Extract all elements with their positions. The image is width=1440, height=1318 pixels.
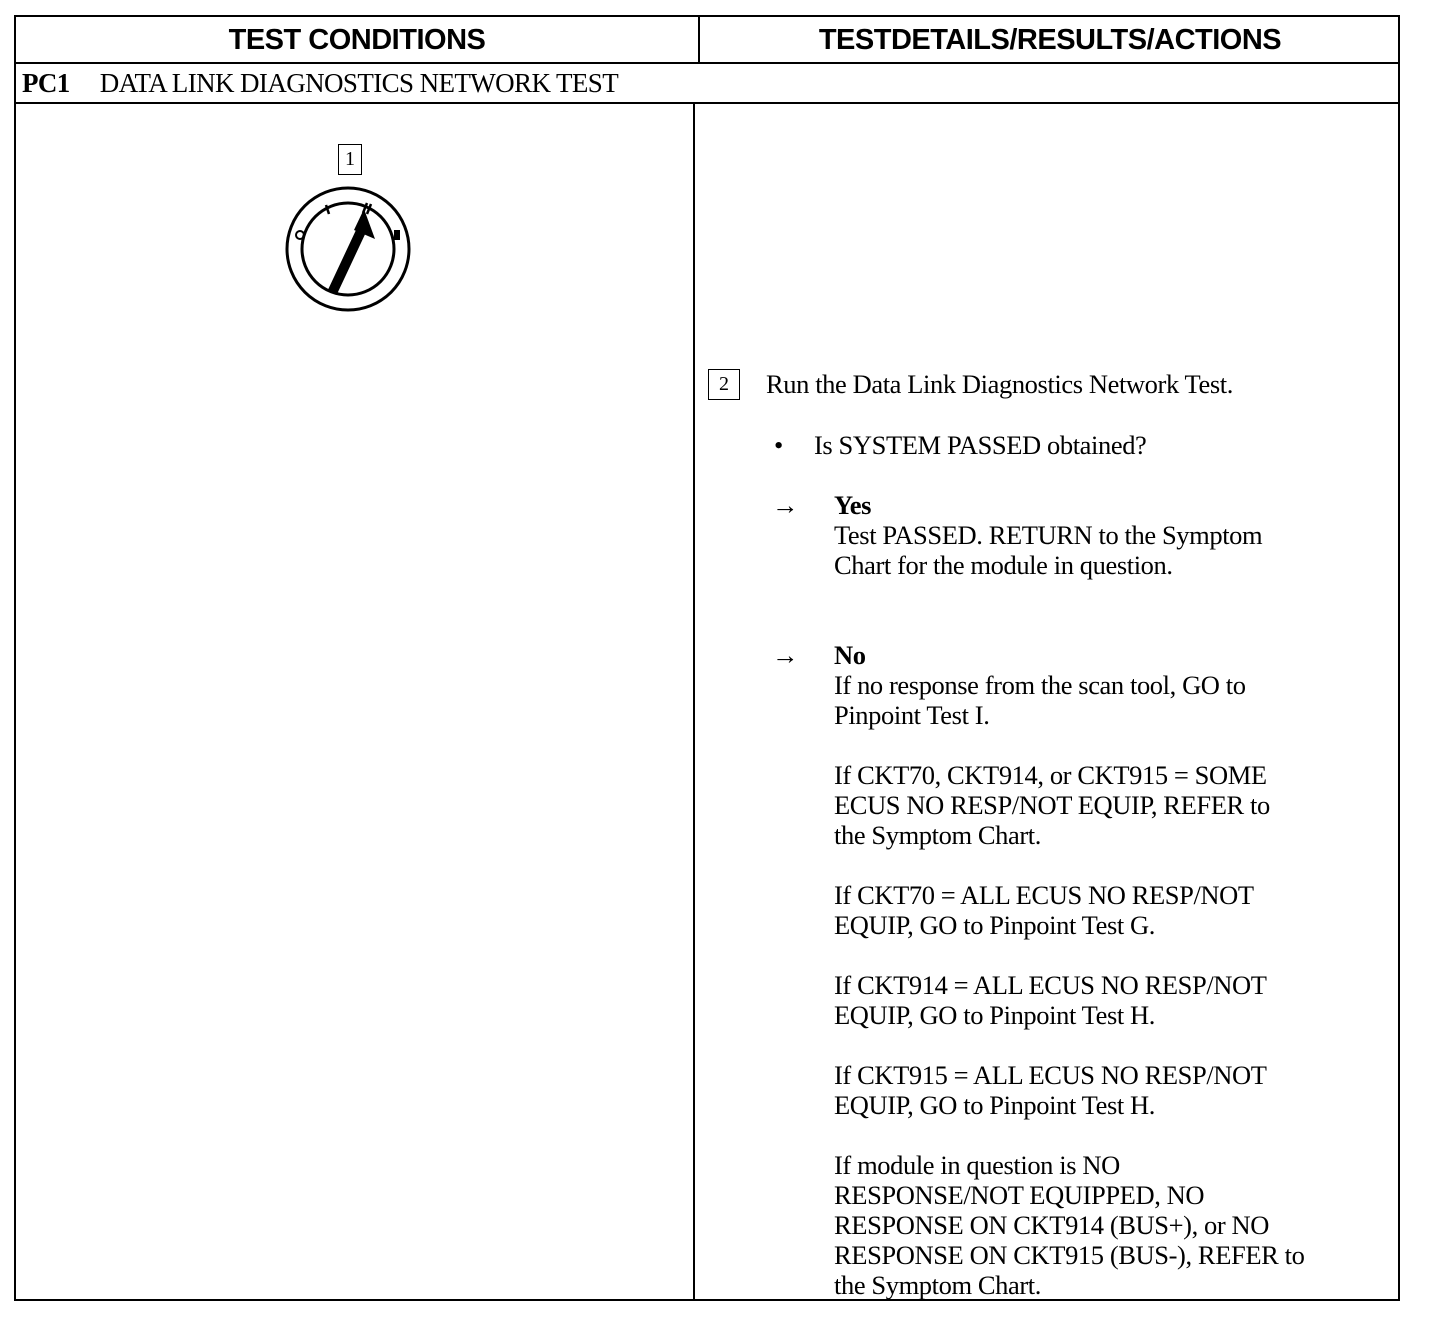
column-divider [693, 104, 695, 1301]
no-arrow: → [772, 640, 799, 670]
step-1-number: 1 [338, 144, 362, 175]
yes-line-2: Chart for the module in question. [834, 550, 1173, 580]
step-2-number: 2 [708, 369, 740, 400]
no-paragraph-6-line-3: RESPONSE ON CKT914 (BUS+), or NO [834, 1210, 1270, 1240]
header-test-conditions: TEST CONDITIONS [228, 24, 486, 56]
no-paragraph-2-line-1: If CKT70, CKT914, or CKT915 = SOME [834, 760, 1267, 790]
yes-line-1: Test PASSED. RETURN to the Symptom [834, 520, 1263, 550]
no-paragraph-4-line-1: If CKT914 = ALL ECUS NO RESP/NOT [834, 970, 1267, 1000]
no-label: No [834, 640, 866, 670]
yes-label: Yes [834, 490, 872, 520]
section-title: DATA LINK DIAGNOSTICS NETWORK TEST [99, 68, 619, 98]
header-test-details: TESTDETAILS/RESULTS/ACTIONS [818, 24, 1282, 56]
no-paragraph-5-line-2: EQUIP, GO to Pinpoint Test H. [834, 1090, 1156, 1120]
no-paragraph-2-line-3: the Symptom Chart. [834, 820, 1041, 850]
no-paragraph-6-line-2: RESPONSE/NOT EQUIPPED, NO [834, 1180, 1205, 1210]
no-paragraph-6-line-1: If module in question is NO [834, 1150, 1120, 1180]
no-paragraph-1-line-2: Pinpoint Test I. [834, 700, 990, 730]
no-paragraph-5-line-1: If CKT915 = ALL ECUS NO RESP/NOT [834, 1060, 1267, 1090]
step-2-question: Is SYSTEM PASSED obtained? [814, 430, 1147, 460]
no-paragraph-3-line-2: EQUIP, GO to Pinpoint Test G. [834, 910, 1156, 940]
section-title-row [22, 64, 618, 102]
no-paragraph-1-line-1: If no response from the scan tool, GO to [834, 670, 1246, 700]
test-table [14, 15, 1400, 1301]
step-2-instruction: Run the Data Link Diagnostics Network Test. [766, 369, 1233, 399]
bullet: • [774, 430, 783, 460]
ignition-key-switch-icon [284, 185, 412, 313]
no-paragraph-6-line-4: RESPONSE ON CKT915 (BUS-), REFER to [834, 1240, 1305, 1270]
section-code: PC1 [22, 68, 70, 98]
no-paragraph-2-line-2: ECUS NO RESP/NOT EQUIP, REFER to [834, 790, 1270, 820]
section-rule [16, 102, 1398, 104]
no-paragraph-4-line-2: EQUIP, GO to Pinpoint Test H. [834, 1000, 1156, 1030]
no-paragraph-3-line-1: If CKT70 = ALL ECUS NO RESP/NOT [834, 880, 1254, 910]
yes-arrow: → [772, 490, 799, 520]
no-paragraph-6-line-5: the Symptom Chart. [834, 1270, 1041, 1300]
